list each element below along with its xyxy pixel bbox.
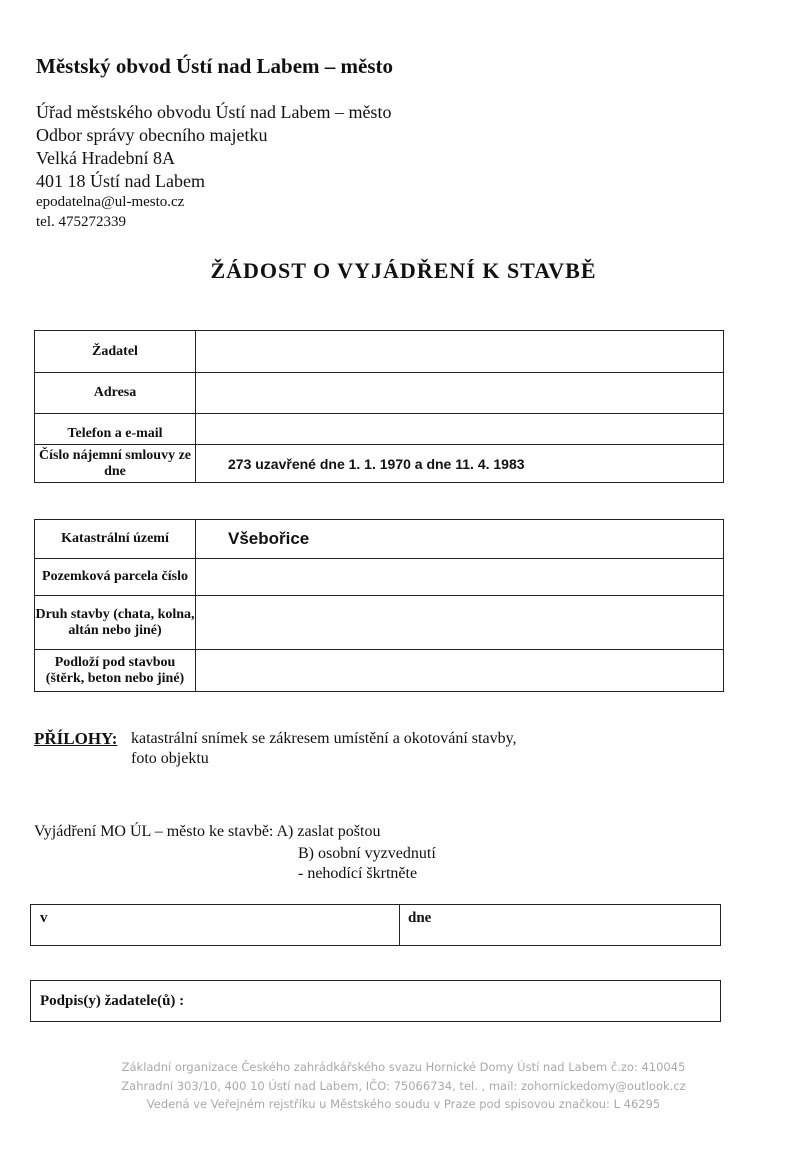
table-row xyxy=(35,650,724,692)
signature-label: Podpis(y) žadatele(ů) : xyxy=(40,993,185,1009)
table-row xyxy=(35,445,724,483)
table-row xyxy=(35,331,724,373)
building-type-label: Druh stavby (chata, kolna, altán nebo jiné) xyxy=(35,596,196,650)
cadastral-area-label: Katastrální území xyxy=(35,520,196,559)
property-table xyxy=(34,519,724,692)
attachments-label: PŘÍLOHY: xyxy=(34,729,118,748)
applicant-label: Žadatel xyxy=(35,331,196,373)
footer-line-2: Zahradní 303/10, 400 10 Ústí nad Labem, IČO: 75066734, tel. , mail: zohornickedomy@outlook.cz xyxy=(121,1079,686,1093)
table-row xyxy=(35,559,724,596)
department-name: Odbor správy obecního majetku xyxy=(36,125,268,145)
statement-line: Vyjádření MO ÚL – město ke stavbě: A) zaslat poštou xyxy=(34,823,381,840)
attachments-line-2: foto objektu xyxy=(131,750,209,767)
applicant-field[interactable] xyxy=(196,331,724,373)
statement-option-b: B) osobní vyzvednutí xyxy=(298,845,436,862)
email-address: epodatelna@ul-mesto.cz xyxy=(36,194,185,210)
table-row xyxy=(35,520,724,559)
parcel-number-label: Pozemková parcela číslo xyxy=(35,559,196,596)
phone-number: tel. 475272339 xyxy=(36,214,126,230)
attachments-line-1: katastrální snímek se zákresem umístění a okotování stavby, xyxy=(131,730,517,747)
cadastral-area-field[interactable]: Všebořice xyxy=(196,520,724,559)
contract-field[interactable]: 273 uzavřené dne 1. 1. 1970 a dne 11. 4. 1983 xyxy=(196,445,724,483)
footer-line-1: Základní organizace Českého zahrádkářského svazu Hornické Domy Ústí nad Labem č.zo: 410045 xyxy=(121,1060,686,1074)
street-address: Velká Hradební 8A xyxy=(36,148,175,168)
date-label: dne xyxy=(408,910,432,926)
contract-label: Číslo nájemní smlouvy ze dne xyxy=(35,445,196,483)
foundation-label: Podloží pod stavbou (štěrk, beton nebo jiné) xyxy=(35,650,196,692)
contact-field[interactable] xyxy=(196,414,724,445)
table-row xyxy=(35,596,724,650)
city-address: 401 18 Ústí nad Labem xyxy=(36,171,205,191)
contact-label: Telefon a e-mail xyxy=(35,414,196,445)
table-row xyxy=(35,414,724,445)
footer-line-3: Vedená ve Veřejném rejstříku u Městského soudu v Praze pod spisovou značkou: L 46295 xyxy=(146,1097,661,1111)
form-title: ŽÁDOST O VYJÁDŘENÍ K STAVBĚ xyxy=(210,258,597,283)
applicant-table xyxy=(34,330,724,483)
parcel-number-field[interactable] xyxy=(196,559,724,596)
place-label: v xyxy=(40,910,48,926)
office-name: Úřad městského obvodu Ústí nad Labem – město xyxy=(36,102,392,122)
signature-box[interactable] xyxy=(30,980,721,1022)
building-type-field[interactable] xyxy=(196,596,724,650)
address-label: Adresa xyxy=(35,373,196,414)
table-row xyxy=(35,373,724,414)
place-date-divider xyxy=(399,905,400,945)
foundation-field[interactable] xyxy=(196,650,724,692)
place-date-box[interactable] xyxy=(30,904,721,946)
statement-note: - nehodící škrtněte xyxy=(298,865,418,882)
organization-title: Městský obvod Ústí nad Labem – město xyxy=(36,54,394,78)
address-field[interactable] xyxy=(196,373,724,414)
